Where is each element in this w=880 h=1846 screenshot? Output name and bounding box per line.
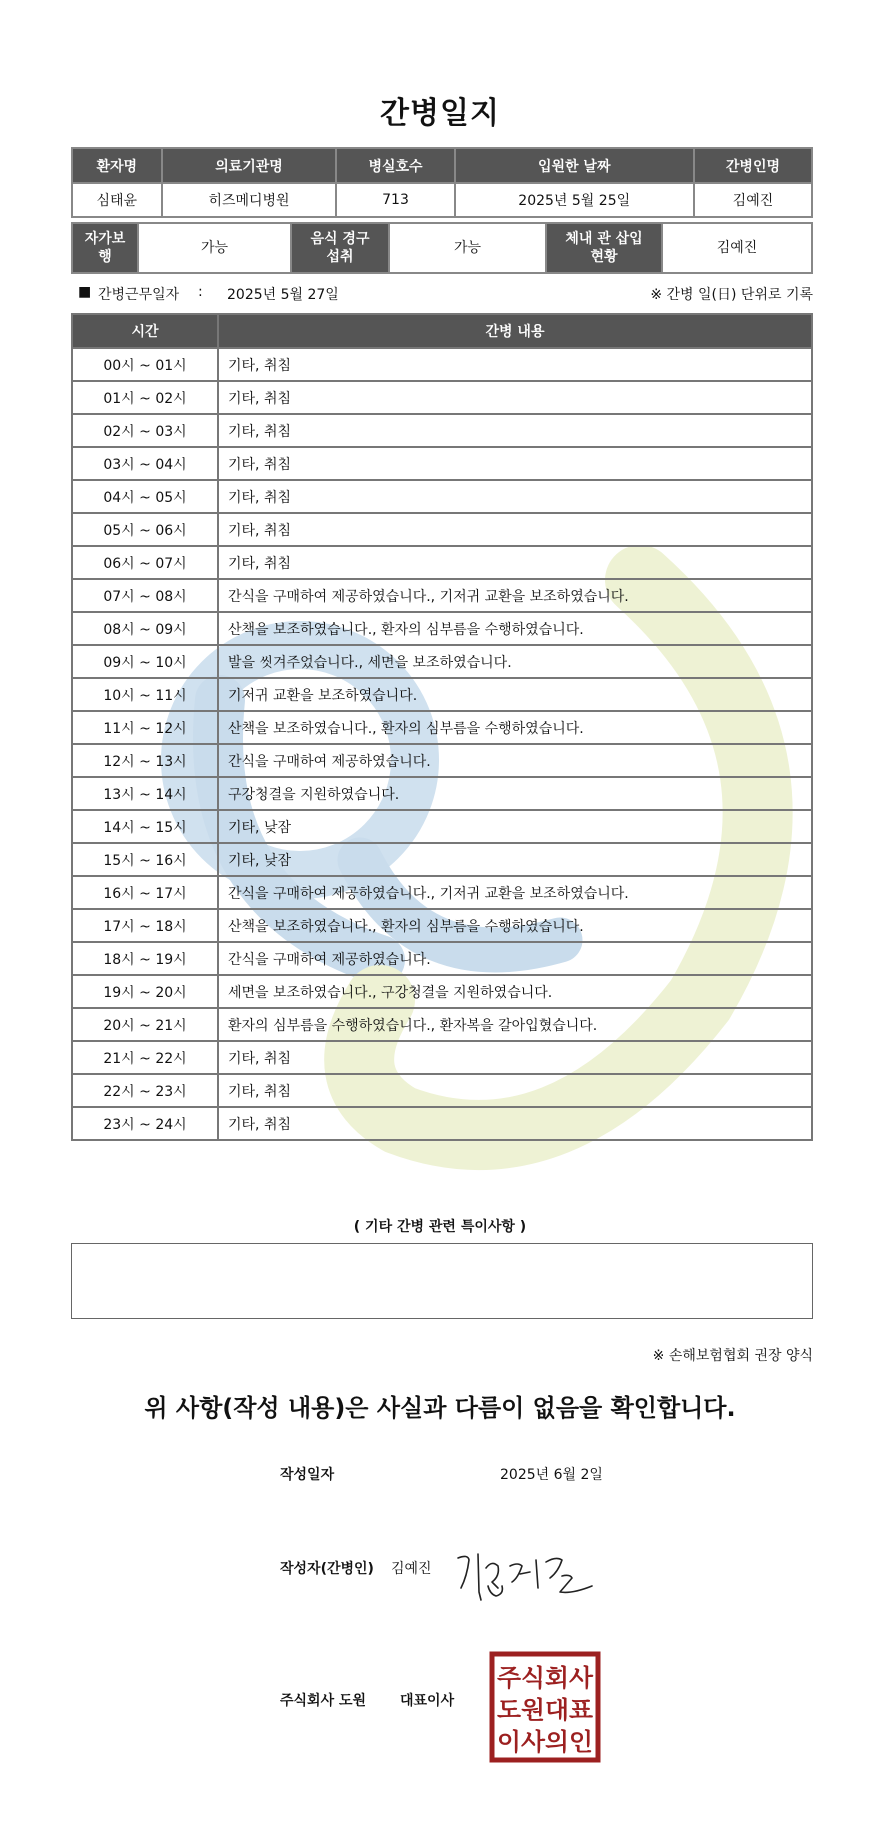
confirmation-statement: 위 사항(작성 내용)은 사실과 다름이 없음을 확인합니다. — [144, 1394, 736, 1422]
schedule-row — [72, 546, 812, 579]
patient-name: 심태윤 — [72, 183, 162, 217]
schedule-row — [72, 480, 812, 513]
oral-intake-value: 가능 — [389, 223, 546, 273]
svg-text:주식회사: 주식회사 — [497, 1664, 594, 1692]
schedule-time: 19시 ~ 20시 — [72, 975, 218, 1008]
company-seal-stamp — [489, 1651, 601, 1763]
work-date-value: 2025년 5월 27일 — [227, 287, 339, 303]
schedule-row — [72, 744, 812, 777]
schedule-row — [72, 810, 812, 843]
tube-value: 김예진 — [662, 223, 812, 273]
svg-text:이사의인: 이사의인 — [497, 1728, 593, 1756]
schedule-content: 기타, 취침 — [218, 447, 812, 480]
schedule-content: 기타, 낮잠 — [218, 843, 812, 876]
oral-intake-label-text: 음식 경구 섭취 — [310, 231, 370, 265]
author-name: 김예진 — [391, 1561, 432, 1577]
schedule-content: 기타, 취침 — [218, 513, 812, 546]
schedule-content: 간식을 구매하여 제공하였습니다., 기저귀 교환을 보조하였습니다. — [218, 876, 812, 909]
schedule-content: 기타, 취침 — [218, 546, 812, 579]
document-title: 간병일지 — [380, 96, 500, 131]
daily-record-note: ※ 간병 일(日) 단위로 기록 — [650, 287, 813, 303]
work-date-colon: : — [198, 284, 203, 300]
hospital-name-header: 의료기관명 — [162, 148, 337, 183]
schedule-row — [72, 711, 812, 744]
ceo-label: 대표이사 — [400, 1693, 455, 1709]
caregiver-name-header: 간병인명 — [694, 148, 812, 183]
schedule-row — [72, 1074, 812, 1107]
schedule-row — [72, 447, 812, 480]
special-notes-box — [71, 1243, 813, 1319]
schedule-time: 13시 ~ 14시 — [72, 777, 218, 810]
schedule-time: 22시 ~ 23시 — [72, 1074, 218, 1107]
schedule-time: 04시 ~ 05시 — [72, 480, 218, 513]
patient-info-table — [71, 147, 813, 218]
tube-label — [546, 223, 662, 273]
schedule-content: 기타, 취침 — [218, 1107, 812, 1140]
schedule-row — [72, 1008, 812, 1041]
hospital-name: 히즈메디병원 — [162, 183, 337, 217]
self-walk-label — [72, 223, 138, 273]
schedule-time: 05시 ~ 06시 — [72, 513, 218, 546]
caregiver-name: 김예진 — [694, 183, 812, 217]
schedule-content: 산책을 보조하였습니다., 환자의 심부름을 수행하였습니다. — [218, 711, 812, 744]
content-column-header: 간병 내용 — [218, 314, 812, 348]
special-notes-title: ( 기타 간병 관련 특이사항 ) — [353, 1219, 527, 1235]
schedule-row — [72, 579, 812, 612]
schedule-row — [72, 843, 812, 876]
schedule-time: 01시 ~ 02시 — [72, 381, 218, 414]
schedule-time: 10시 ~ 11시 — [72, 678, 218, 711]
company-label: 주식회사 도원 — [280, 1693, 367, 1709]
schedule-time: 03시 ~ 04시 — [72, 447, 218, 480]
schedule-content: 산책을 보조하였습니다., 환자의 심부름을 수행하였습니다. — [218, 612, 812, 645]
patient-status-row — [72, 223, 812, 273]
schedule-row — [72, 348, 812, 381]
schedule-time: 02시 ~ 03시 — [72, 414, 218, 447]
schedule-time: 17시 ~ 18시 — [72, 909, 218, 942]
work-date-label: 간병근무일자 — [98, 287, 180, 303]
schedule-time: 00시 ~ 01시 — [72, 348, 218, 381]
schedule-time: 11시 ~ 12시 — [72, 711, 218, 744]
schedule-time: 09시 ~ 10시 — [72, 645, 218, 678]
patient-status-table — [71, 222, 813, 274]
schedule-time: 08시 ~ 09시 — [72, 612, 218, 645]
tube-label-text: 체내 관 삽입 현황 — [565, 231, 643, 265]
schedule-row — [72, 645, 812, 678]
schedule-content: 기타, 취침 — [218, 381, 812, 414]
patient-name-header: 환자명 — [72, 148, 162, 183]
schedule-time: 18시 ~ 19시 — [72, 942, 218, 975]
patient-info-value-row — [72, 183, 812, 217]
admission-date: 2025년 5월 25일 — [455, 183, 694, 217]
schedule-row — [72, 1107, 812, 1140]
schedule-content: 세면을 보조하였습니다., 구강청결을 지원하였습니다. — [218, 975, 812, 1008]
square-bullet-icon: ■ — [78, 284, 92, 300]
care-schedule-table — [71, 313, 813, 1141]
schedule-row — [72, 942, 812, 975]
schedule-time: 20시 ~ 21시 — [72, 1008, 218, 1041]
schedule-row — [72, 513, 812, 546]
schedule-content: 기타, 취침 — [218, 480, 812, 513]
schedule-content: 간식을 구매하여 제공하였습니다., 기저귀 교환을 보조하였습니다. — [218, 579, 812, 612]
schedule-row — [72, 678, 812, 711]
schedule-body — [72, 348, 812, 1140]
schedule-row — [72, 777, 812, 810]
written-date-label: 작성일자 — [280, 1467, 335, 1483]
schedule-content: 구강청결을 지원하였습니다. — [218, 777, 812, 810]
schedule-content: 간식을 구매하여 제공하였습니다. — [218, 942, 812, 975]
time-column-header: 시간 — [72, 314, 218, 348]
schedule-content: 기타, 취침 — [218, 414, 812, 447]
self-walk-value: 가능 — [138, 223, 291, 273]
schedule-time: 21시 ~ 22시 — [72, 1041, 218, 1074]
schedule-content: 기타, 취침 — [218, 348, 812, 381]
schedule-content: 기저귀 교환을 보조하였습니다. — [218, 678, 812, 711]
schedule-content: 간식을 구매하여 제공하였습니다. — [218, 744, 812, 777]
svg-text:도원대표: 도원대표 — [497, 1696, 594, 1724]
schedule-row — [72, 975, 812, 1008]
schedule-time: 14시 ~ 15시 — [72, 810, 218, 843]
association-note: ※ 손해보험협회 권장 양식 — [652, 1348, 813, 1364]
patient-info-header-row — [72, 148, 812, 183]
schedule-row — [72, 876, 812, 909]
written-date-value: 2025년 6월 2일 — [500, 1467, 603, 1483]
schedule-time: 07시 ~ 08시 — [72, 579, 218, 612]
handwritten-signature — [452, 1548, 602, 1604]
schedule-content: 기타, 낮잠 — [218, 810, 812, 843]
schedule-row — [72, 612, 812, 645]
schedule-content: 기타, 취침 — [218, 1041, 812, 1074]
admission-date-header: 입원한 날짜 — [455, 148, 694, 183]
schedule-content: 기타, 취침 — [218, 1074, 812, 1107]
schedule-content: 발을 씻겨주었습니다., 세면을 보조하였습니다. — [218, 645, 812, 678]
schedule-row — [72, 909, 812, 942]
schedule-row — [72, 381, 812, 414]
schedule-row — [72, 1041, 812, 1074]
author-label: 작성자(간병인) — [280, 1561, 374, 1577]
schedule-time: 15시 ~ 16시 — [72, 843, 218, 876]
schedule-time: 06시 ~ 07시 — [72, 546, 218, 579]
schedule-row — [72, 414, 812, 447]
schedule-content: 환자의 심부름을 수행하였습니다., 환자복을 갈아입혔습니다. — [218, 1008, 812, 1041]
schedule-content: 산책을 보조하였습니다., 환자의 심부름을 수행하였습니다. — [218, 909, 812, 942]
schedule-time: 23시 ~ 24시 — [72, 1107, 218, 1140]
oral-intake-label — [291, 223, 389, 273]
schedule-header-row — [72, 314, 812, 348]
room-number: 713 — [336, 183, 454, 217]
schedule-time: 12시 ~ 13시 — [72, 744, 218, 777]
schedule-time: 16시 ~ 17시 — [72, 876, 218, 909]
room-number-header: 병실호수 — [336, 148, 454, 183]
self-walk-label-text: 자가보 행 — [84, 231, 126, 265]
